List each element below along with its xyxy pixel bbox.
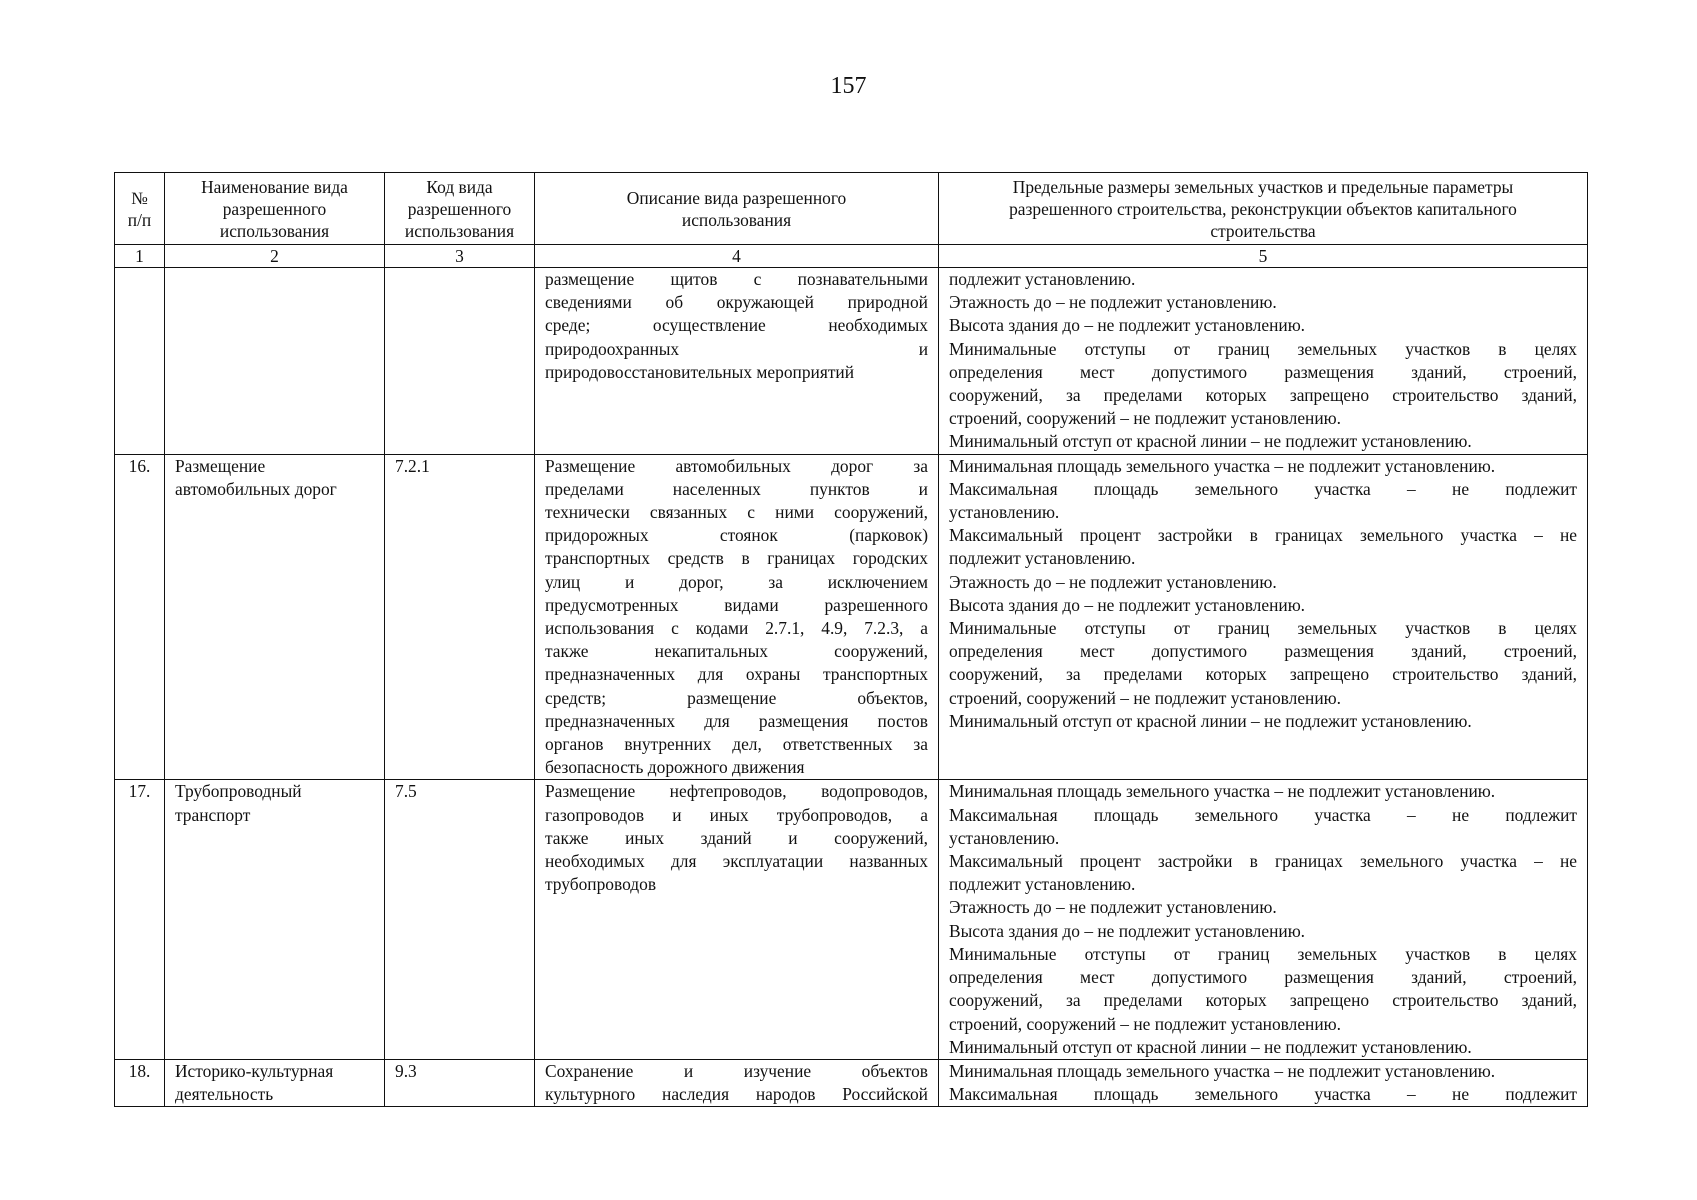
description-line: безопасность дорожного движения	[545, 757, 805, 778]
parameter-line: сооружений, за пределами которых запрещено строительство зданий,	[949, 385, 1577, 406]
parameter-line: подлежит установлению.	[949, 548, 1136, 569]
column-number: 3	[385, 245, 535, 268]
parameter-line: Этажность до – не подлежит установлению.	[949, 897, 1277, 918]
use-description	[535, 268, 939, 455]
table-body	[115, 268, 1588, 1107]
column-number-row	[115, 245, 1588, 268]
description-line: средств; размещение объектов,	[545, 687, 928, 708]
description-line: пределами населенных пунктов и	[545, 478, 928, 499]
description-line: придорожных стоянок (парковок)	[545, 525, 928, 546]
parameter-line: Высота здания до – не подлежит установлению.	[949, 315, 1306, 336]
description-line: природоохранных и	[545, 338, 928, 359]
parameter-line: строений, сооружений – не подлежит установлению.	[949, 687, 1341, 708]
description-line: также иных зданий и сооружений,	[545, 827, 928, 848]
description-line: органов внутренних дел, ответственных за	[545, 734, 928, 755]
table-row	[115, 454, 1588, 780]
row-number: 18.	[115, 1059, 165, 1106]
column-number: 4	[535, 245, 939, 268]
description-line: Размещение нефтепроводов, водопроводов,	[545, 781, 928, 802]
parameter-line: Минимальные отступы от границ земельных участков в целях	[949, 618, 1577, 639]
header-num: № п/п	[115, 173, 165, 245]
header-params: Предельные размеры земельных участков и предельные параметры разрешенного строительства, реконструкции объектов капитального строительства	[939, 173, 1588, 245]
use-description	[535, 780, 939, 1059]
parameter-line: Этажность до – не подлежит установлению.	[949, 292, 1277, 313]
use-name: Трубопроводный транспорт	[165, 780, 385, 1059]
table-header-row	[115, 173, 1588, 245]
land-use-table	[114, 172, 1588, 1107]
use-code: 7.5	[385, 780, 535, 1059]
parameter-line: сооружений, за пределами которых запрещено строительство зданий,	[949, 990, 1577, 1011]
parameter-line: установлению.	[949, 827, 1060, 848]
parameter-line: Минимальная площадь земельного участка – не подлежит установлению.	[949, 455, 1496, 476]
description-line: размещение щитов с познавательными	[545, 269, 928, 289]
parameter-line: установлению.	[949, 502, 1060, 523]
description-line: улиц и дорог, за исключением	[545, 571, 928, 592]
parameter-line: определения мест допустимого размещения зданий, строений,	[949, 967, 1577, 988]
description-line: предназначенных для охраны транспортных	[545, 664, 928, 685]
parameter-line: Максимальная площадь земельного участка – не подлежит	[949, 478, 1577, 499]
use-parameters	[939, 780, 1588, 1059]
description-line: транспортных средств в границах городских	[545, 548, 928, 569]
parameter-line: Минимальные отступы от границ земельных участков в целях	[949, 943, 1577, 964]
table-row	[115, 1059, 1588, 1106]
parameter-line: Высота здания до – не подлежит установлению.	[949, 920, 1306, 941]
description-line: природовосстановительных мероприятий	[545, 361, 855, 382]
header-description: Описание вида разрешенного использования	[535, 173, 939, 245]
use-parameters	[939, 268, 1588, 455]
parameter-line: Высота здания до – не подлежит установлению.	[949, 594, 1306, 615]
description-line: трубопроводов	[545, 874, 657, 895]
parameter-line: Минимальная площадь земельного участка – не подлежит установлению.	[949, 1060, 1496, 1081]
description-line: технически связанных с ними сооружений,	[545, 502, 928, 523]
use-code	[385, 268, 535, 455]
use-parameters	[939, 1059, 1588, 1106]
description-line: предусмотренных видами разрешенного	[545, 594, 928, 615]
description-line: также некапитальных сооружений,	[545, 641, 928, 662]
parameter-line: Этажность до – не подлежит установлению.	[949, 571, 1277, 592]
parameter-line: Минимальная площадь земельного участка – не подлежит установлению.	[949, 781, 1496, 802]
column-number: 2	[165, 245, 385, 268]
use-parameters	[939, 454, 1588, 780]
description-line: Сохранение и изучение объектов	[545, 1060, 928, 1081]
parameter-line: Максимальный процент застройки в границах земельного участка – не	[949, 851, 1577, 872]
header-code: Код вида разрешенного использования	[385, 173, 535, 245]
use-name: Размещение автомобильных дорог	[165, 454, 385, 780]
parameter-line: Минимальный отступ от красной линии – не подлежит установлению.	[949, 710, 1472, 731]
column-number: 5	[939, 245, 1588, 268]
description-line: газопроводов и иных трубопроводов, а	[545, 804, 928, 825]
table-row	[115, 268, 1588, 455]
use-code: 9.3	[385, 1059, 535, 1106]
parameter-line: строений, сооружений – не подлежит установлению.	[949, 1013, 1341, 1034]
parameter-line: Максимальный процент застройки в границах земельного участка – не	[949, 525, 1577, 546]
use-name	[165, 268, 385, 455]
page-number: 157	[830, 73, 867, 99]
description-line: необходимых для эксплуатации названных	[545, 851, 928, 872]
parameter-line: подлежит установлению.	[949, 269, 1136, 289]
description-line: культурного наследия народов Российской	[545, 1084, 928, 1105]
parameter-line: Минимальные отступы от границ земельных участков в целях	[949, 338, 1577, 359]
description-line: Размещение автомобильных дорог за	[545, 455, 928, 476]
parameter-line: Максимальная площадь земельного участка – не подлежит	[949, 804, 1577, 825]
use-description	[535, 454, 939, 780]
parameter-line: строений, сооружений – не подлежит установлению.	[949, 408, 1341, 429]
description-line: сведениями об окружающей природной	[545, 292, 928, 313]
description-line: использования с кодами 2.7.1, 4.9, 7.2.3, а	[545, 618, 928, 639]
description-line: среде; осуществление необходимых	[545, 315, 928, 336]
column-number: 1	[115, 245, 165, 268]
row-number: 17.	[115, 780, 165, 1059]
parameter-line: Максимальная площадь земельного участка – не подлежит	[949, 1084, 1577, 1105]
header-name: Наименование вида разрешенного использования	[165, 173, 385, 245]
parameter-line: Минимальный отступ от красной линии – не подлежит установлению.	[949, 1036, 1472, 1057]
use-name: Историко-культурная деятельность	[165, 1059, 385, 1106]
parameter-line: определения мест допустимого размещения зданий, строений,	[949, 641, 1577, 662]
parameter-line: подлежит установлению.	[949, 874, 1136, 895]
row-number	[115, 268, 165, 455]
parameter-line: сооружений, за пределами которых запрещено строительство зданий,	[949, 664, 1577, 685]
use-code: 7.2.1	[385, 454, 535, 780]
description-line: предназначенных для размещения постов	[545, 710, 928, 731]
row-number: 16.	[115, 454, 165, 780]
table-row	[115, 780, 1588, 1059]
parameter-line: определения мест допустимого размещения зданий, строений,	[949, 361, 1577, 382]
parameter-line: Минимальный отступ от красной линии – не подлежит установлению.	[949, 431, 1472, 452]
use-description	[535, 1059, 939, 1106]
